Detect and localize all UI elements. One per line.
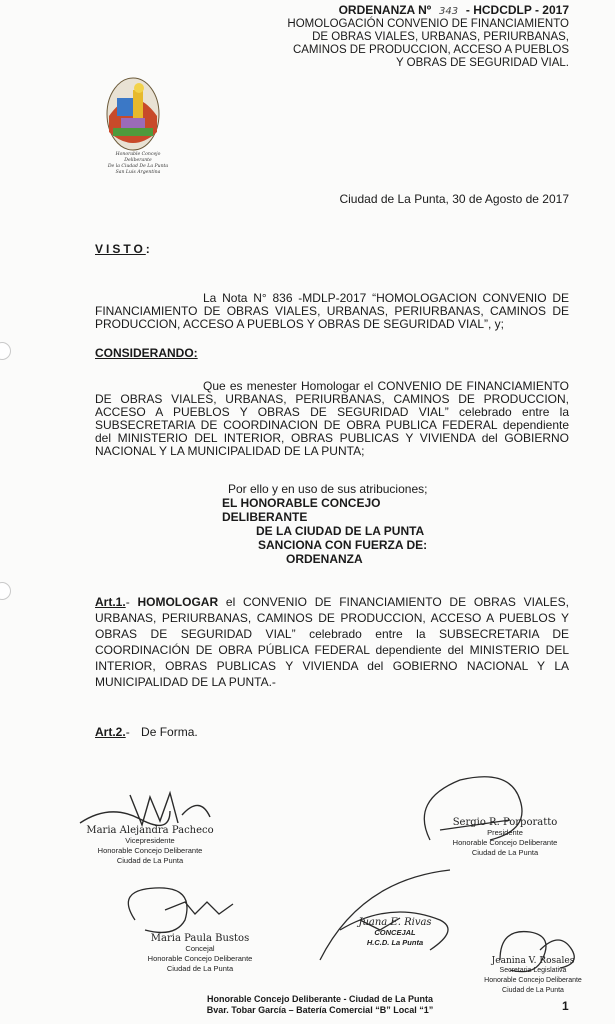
considerando-heading: CONSIDERANDO:	[95, 346, 198, 360]
article-1	[95, 594, 569, 690]
ordinance-title	[339, 4, 569, 18]
enactment-line: SANCIONA CON FUERZA DE:	[258, 538, 428, 552]
article-sep: -	[125, 725, 130, 739]
ordinance-number: 343	[438, 6, 459, 17]
signatory-name: Juana E. Rivas	[358, 917, 432, 928]
signatory-org: Honorable Concejo Deliberante	[452, 838, 558, 847]
visto-paragraph	[95, 292, 569, 331]
subject-line: HOMOLOGACIÓN CONVENIO DE FINANCIAMIENTO	[287, 18, 569, 30]
enactment-block	[200, 482, 430, 566]
article-text: De Forma.	[141, 725, 198, 739]
visto-heading	[95, 242, 153, 256]
signatory-org: Honorable Concejo Deliberante	[484, 977, 582, 984]
article-2	[95, 724, 569, 740]
considerando-text: Que es menester Homologar el CONVENIO DE FINANCIAMIENTO DE OBRAS VIALES, URBANAS, PERIURBANAS, CAMINOS DE PRODUCCION, ACCESO A PUEBLOS Y OBRAS DE SEGURIDAD VIAL” celebrado entre la SUBSECRETARIA DE COORDINACION DE OBRA PUBLICA FEDERAL dependiente del MINISTERIO DEL INTERIOR, OBRAS PUBLICAS Y VIVIENDA del GOBIERNO NACIONAL Y LA MUNICIPALIDAD DE LA PUNTA;	[95, 379, 569, 458]
enactment-line: EL HONORABLE CONCEJO DELIBERANTE	[222, 496, 381, 524]
article-keyword: HOMOLOGAR	[137, 595, 219, 609]
logo-caption-line: Honorable Concejo Deliberante	[115, 152, 161, 163]
article-label: Art.2.	[95, 725, 126, 739]
logo-caption-line: San Luis Argentina	[115, 170, 161, 175]
signature-scribble-bustos	[115, 880, 245, 940]
punch-hole	[0, 342, 11, 360]
logo-caption-line: De la Ciudad De La Punta	[107, 164, 169, 169]
ordinance-suffix: - HCDCDLP - 2017	[465, 3, 569, 17]
subject-line: CAMINOS DE PRODUCCION, ACCESO A PUEBLOS	[292, 44, 569, 56]
punch-hole	[0, 582, 11, 600]
signature-block	[478, 956, 588, 996]
signature-block	[340, 918, 450, 948]
footer-line: Bvar. Tobar García – Batería Comercial “B” Local “1”	[206, 1005, 434, 1015]
signatory-role: Vicepresidente	[125, 836, 175, 845]
page-number: 1	[562, 999, 569, 1013]
date-line: Ciudad de La Punta, 30 de Agosto de 2017	[339, 192, 569, 206]
article-sep: -	[125, 595, 130, 609]
signatory-org: Honorable Concejo Deliberante	[147, 954, 253, 963]
signatory-name: Jeanina V. Rosales	[491, 956, 575, 966]
signatory-org: Ciudad de La Punta	[471, 848, 539, 857]
article-label: Art.1.	[95, 595, 126, 609]
logo-caption	[103, 152, 173, 176]
article-text: el CONVENIO DE FINANCIAMIENTO DE OBRAS VIALES, URBANAS, PERIURBANAS, CAMINOS DE PRODUCCION, ACCESO A PUEBLOS Y OBRAS DE SEGURIDAD VIAL” celebrado entre la SUBSECRETARIA DE COORDINACIÓN DE OBRA PÚBLICA FEDERAL dependiente del MINISTERIO DEL INTERIOR, OBRAS PUBLICAS Y VIVIENDA del GOBIERNO NACIONAL Y LA MUNICIPALIDAD DE LA PUNTA.-	[95, 595, 569, 689]
signature-block	[135, 934, 265, 974]
visto-text: La Nota N° 836 -MDLP-2017 “HOMOLOGACION CONVENIO DE FINANCIAMIENTO DE OBRAS VIALES, URBANAS, PERIURBANAS, CAMINOS DE PRODUCCION, ACCESO A PUEBLOS Y OBRAS DE SEGURIDAD VIAL”, y;	[95, 291, 569, 331]
signatory-name: Sergio R. Porporatto	[452, 817, 558, 828]
enactment-line: DE LA CIUDAD DE LA PUNTA	[256, 524, 425, 538]
signature-scribble-rivas	[300, 860, 470, 970]
signatory-role: Presidente	[487, 828, 523, 837]
ordinance-subject	[249, 18, 569, 70]
council-logo	[103, 72, 163, 154]
signatory-org: Ciudad de La Punta	[166, 964, 234, 973]
footer-line: Honorable Concejo Deliberante - Ciudad de La Punta	[206, 994, 434, 1004]
considerando-paragraph	[95, 380, 569, 458]
signatory-org: H.C.D. La Punta	[366, 938, 424, 947]
visto-heading-text: VISTO	[95, 242, 146, 256]
signatory-name: Maria Alejandra Pacheco	[86, 825, 214, 836]
signatory-org: Honorable Concejo Deliberante	[97, 846, 203, 855]
enactment-intro: Por ello y en uso de sus atribuciones;	[228, 482, 428, 496]
signatory-role: Concejal	[185, 944, 215, 953]
enactment-line: ORDENANZA	[286, 552, 363, 566]
signatory-org: Ciudad de La Punta	[116, 856, 184, 865]
signature-block	[80, 826, 220, 866]
subject-line: DE OBRAS VIALES, URBANAS, PERIURBANAS,	[312, 31, 569, 43]
signatory-role: CONCEJAL	[374, 928, 416, 937]
visto-colon: :	[145, 242, 153, 256]
signatory-org: Ciudad de La Punta	[502, 987, 564, 994]
signatory-role: Secretaria Legislativa	[499, 967, 567, 974]
ordinance-prefix: ORDENANZA Nº	[338, 3, 432, 17]
subject-line: Y OBRAS DE SEGURIDAD VIAL.	[396, 57, 569, 69]
signatory-name: Maria Paula Bustos	[150, 933, 250, 944]
signature-block	[440, 818, 570, 858]
page-footer	[190, 994, 450, 1016]
